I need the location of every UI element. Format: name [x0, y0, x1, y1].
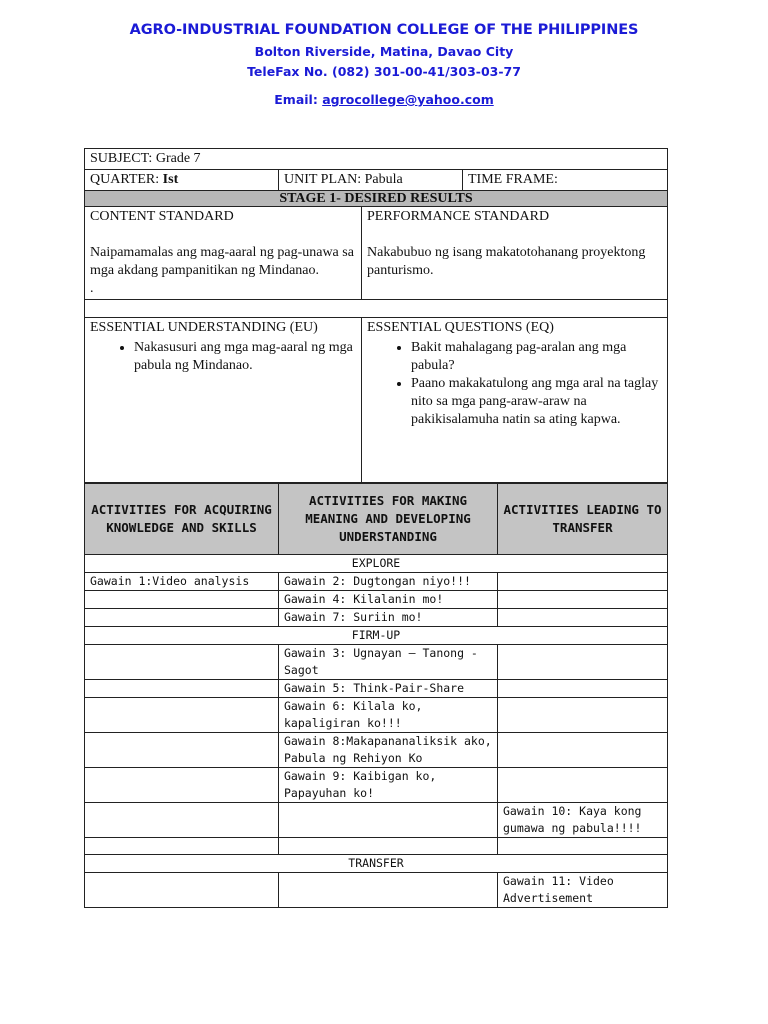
activity-cell: Gawain 11: Video Advertisement	[498, 873, 668, 908]
quarter-cell	[85, 170, 279, 191]
document-header	[0, 18, 768, 110]
subject-row	[85, 149, 668, 170]
activity-cell	[85, 838, 279, 855]
activity-cell	[498, 768, 668, 803]
activity-cell	[85, 873, 279, 908]
table-row	[85, 680, 668, 698]
activity-cell: Gawain 6: Kilala ko, kapaligiran ko!!!	[279, 698, 498, 733]
eu-item: • Nakasusuri ang mga mag-aaral ng mga pabula ng Mindanao.	[134, 339, 356, 375]
blank-row	[85, 300, 668, 318]
activities-header-row	[85, 484, 668, 555]
eu-list	[90, 339, 356, 375]
subject-label: SUBJECT:	[90, 151, 153, 166]
activity-cell	[498, 573, 668, 591]
content-standard-cell	[85, 207, 362, 300]
transfer-row	[85, 855, 668, 873]
content-standard-label: CONTENT STANDARD	[90, 209, 234, 224]
content-standard-text: Naipamamalas ang mag-aaral ng pag-unawa sa mga akdang pampanitikan ng Mindanao.	[90, 245, 354, 278]
eq-label: ESSENTIAL QUESTIONS (EQ)	[367, 320, 554, 335]
explore-label: EXPLORE	[85, 555, 668, 573]
activity-cell: Gawain 3: Ugnayan – Tanong - Sagot	[279, 645, 498, 680]
acquiring-header: ACTIVITIES FOR ACQUIRING KNOWLEDGE AND SKILLS	[85, 484, 279, 555]
time-frame-label: TIME FRAME:	[468, 172, 558, 187]
stage1-heading: STAGE 1- DESIRED RESULTS	[85, 191, 668, 207]
eq-list	[367, 339, 662, 429]
table-row	[85, 645, 668, 680]
eu-cell	[85, 318, 362, 483]
unit-plan-form	[84, 148, 667, 908]
quarter-label: QUARTER:	[90, 172, 160, 187]
activity-cell	[498, 698, 668, 733]
eq-item: • Paano makakatulong ang mga aral na taglay nito sa mga pang-araw-araw na pakikisalamuha natin sa ating kapwa.	[411, 375, 662, 429]
email-line	[0, 90, 768, 110]
table-row	[85, 591, 668, 609]
activity-cell	[85, 768, 279, 803]
activity-cell	[498, 609, 668, 627]
activity-cell	[85, 733, 279, 768]
activity-cell: Gawain 5: Think-Pair-Share	[279, 680, 498, 698]
table-row	[85, 609, 668, 627]
blank-cell	[85, 300, 668, 318]
activity-cell: Gawain 7: Suriin mo!	[279, 609, 498, 627]
activity-cell: Gawain 8:Makapananaliksik ako, Pabula ng Rehiyon Ko	[279, 733, 498, 768]
unit-plan-label: UNIT PLAN:	[284, 172, 362, 187]
transfer-label: TRANSFER	[85, 855, 668, 873]
subject-value: Grade 7	[155, 151, 201, 166]
activity-cell	[85, 680, 279, 698]
activity-cell	[85, 803, 279, 838]
activity-cell	[85, 698, 279, 733]
activity-cell	[498, 838, 668, 855]
table-row	[85, 768, 668, 803]
quarter-value: Ist	[162, 172, 179, 187]
eq-item: • Bakit mahalagang pag-aralan ang mga pabula?	[411, 339, 662, 375]
table-row	[85, 573, 668, 591]
activity-cell: Gawain 2: Dugtongan niyo!!!	[279, 573, 498, 591]
activity-cell	[498, 645, 668, 680]
table-row	[85, 873, 668, 908]
activity-cell	[279, 838, 498, 855]
activity-cell	[85, 645, 279, 680]
email-label: Email:	[274, 92, 318, 107]
meaning-header: ACTIVITIES FOR MAKING MEANING AND DEVELOPING UNDERSTANDING	[279, 484, 498, 555]
stage1-row	[85, 191, 668, 207]
eu-eq-row	[85, 318, 668, 483]
standards-row	[85, 207, 668, 300]
activity-cell	[85, 609, 279, 627]
activity-cell	[498, 733, 668, 768]
firmup-row	[85, 627, 668, 645]
institution-address: Bolton Riverside, Matina, Davao City	[254, 44, 514, 59]
activity-cell	[498, 680, 668, 698]
activities-table	[84, 483, 668, 908]
content-standard-dot: .	[90, 281, 94, 296]
explore-row	[85, 555, 668, 573]
activity-cell	[279, 803, 498, 838]
performance-standard-label: PERFORMANCE STANDARD	[367, 209, 550, 224]
firmup-label: FIRM-UP	[85, 627, 668, 645]
performance-standard-cell	[362, 207, 668, 300]
table-row	[85, 733, 668, 768]
plan-table	[84, 148, 668, 483]
institution-telefax: TeleFax No. (082) 301-00-41/303-03-77	[247, 64, 521, 79]
quarter-row	[85, 170, 668, 191]
activity-cell: Gawain 4: Kilalanin mo!	[279, 591, 498, 609]
eu-label: ESSENTIAL UNDERSTANDING (EU)	[90, 320, 318, 335]
subject-cell	[85, 149, 668, 170]
transfer-header: ACTIVITIES LEADING TO TRANSFER	[498, 484, 668, 555]
activity-cell: Gawain 9: Kaibigan ko, Papayuhan ko!	[279, 768, 498, 803]
table-row	[85, 838, 668, 855]
table-row	[85, 698, 668, 733]
activity-cell	[498, 591, 668, 609]
unit-plan-value: Pabula	[364, 172, 403, 187]
activity-cell	[85, 591, 279, 609]
time-frame-cell	[463, 170, 668, 191]
activity-cell: Gawain 10: Kaya kong gumawa ng pabula!!!!	[498, 803, 668, 838]
performance-standard-text: Nakabubuo ng isang makatotohanang proyektong panturismo.	[367, 245, 646, 278]
institution-name: AGRO-INDUSTRIAL FOUNDATION COLLEGE OF THE PHILIPPINES	[129, 22, 639, 38]
unit-plan-cell	[279, 170, 463, 191]
email-link[interactable]: agrocollege@yahoo.com	[322, 92, 494, 107]
activity-cell: Gawain 1:Video analysis	[85, 573, 279, 591]
activity-cell	[279, 873, 498, 908]
table-row	[85, 803, 668, 838]
eq-cell	[362, 318, 668, 483]
